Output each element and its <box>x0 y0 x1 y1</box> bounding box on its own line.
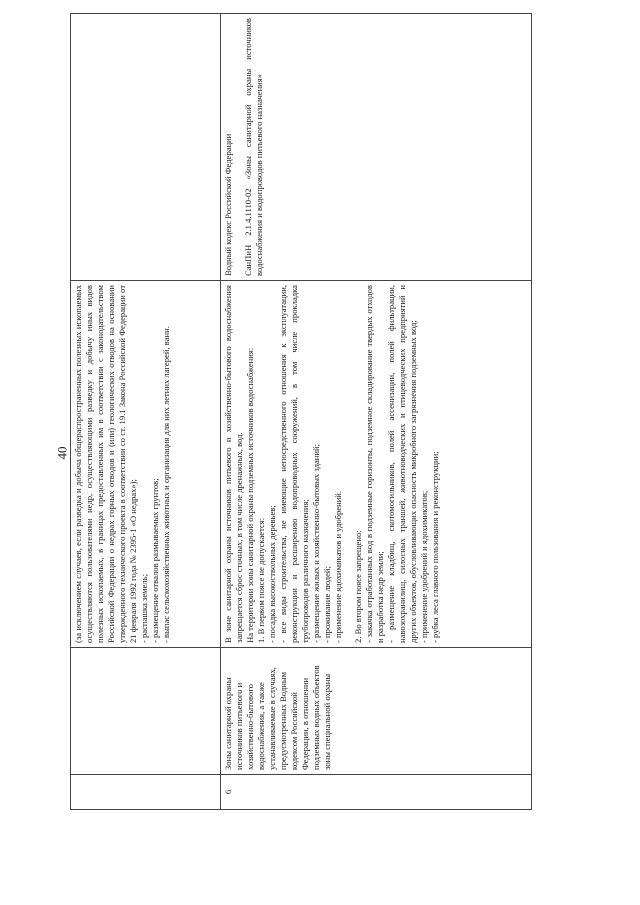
row-number: 6 <box>223 789 233 795</box>
restriction-text: (за исключением случаев, если разведка и добыча общераспространенных полезных ископаемых осуществляются пользователями недр, осуществляющими разведку и добычу иных видов полезных ископаемых, в границах предоставленных им в соответствии с законодательством Российской Федерации о недрах горных отводов и (или) геологических отводов на основании утвержденного технического проекта в соответствии со ст. 19.1 Закона Российской Федерации от 21 февраля 1992 года № 2395-1 «О недрах»); <box>73 285 138 643</box>
legal-basis-cell-empty <box>71 14 221 281</box>
belt1-title: 1. В первом поясе не допускается: <box>256 517 266 643</box>
belt1-item: - проживание людей; <box>322 566 332 643</box>
belt1-item: - посадка высокоствольных деревьев; <box>267 505 277 643</box>
belt2-item: - закачка отработанных вод в подземные горизонты, подземное складирование твердых отходов и разработка недр земли; <box>364 285 385 643</box>
restrictions-cell-continuation <box>71 281 221 648</box>
belt1-item: - все виды строительства, не имеющие непосредственного отношения к эксплуатации, реконструкции и расширению водопроводных сооружений, в том числе прокладка трубопроводов различного назначения; <box>278 285 310 643</box>
restriction-underground: На территории зоны санитарной охраны подземных источников водоснабжения: <box>245 347 255 643</box>
belt2-item: - размещение кладбищ, скотомогильников, полей ассенизации, полей фильтрации, навозохранилищ, силосных траншей, животноводческих и птицеводческих предприятий и других объектов, обусловливающих опасность микробного загрязнения подземных вод; <box>386 285 418 643</box>
belt2-item: - применение удобрений и ядохимикатов; <box>419 490 429 643</box>
restriction-text: - выпас сельскохозяйственных животных и организация для них летних лагерей, ванн. <box>161 326 171 643</box>
zone-title: Зоны санитарной охраны источников питьевого и хозяйственно-бытового водоснабжения, а также устанавливаемые в случаях, предусмотренных Водным кодексом Российской Федерации, в отношении подземных водных объектов зоны специальной охраны <box>223 665 332 770</box>
row-number-cell <box>221 775 532 810</box>
legal-basis-sanpin: СанПиН 2.1.4.1110-02 «Зоны санитарной охраны источников водоснабжения и водопроводов питьевого назначения» <box>243 18 264 276</box>
zones-table <box>70 13 532 810</box>
belt1-item: - применение ядохимикатов и удобрений. <box>333 490 343 643</box>
belt1-item: - размещение жилых и хозяйственно-бытовых зданий; <box>311 444 321 643</box>
page-number: 40 <box>54 446 69 459</box>
row-number-cell-empty <box>71 775 221 810</box>
table-row-6 <box>221 14 532 810</box>
zone-title-cell-empty <box>71 648 221 775</box>
table-row-continuation <box>71 14 221 810</box>
legal-basis-cell <box>221 14 532 281</box>
belt2-item: - рубка леса главного пользования и реконструкции; <box>430 451 440 643</box>
spacer <box>234 18 243 276</box>
rotated-table-sheet <box>70 18 532 810</box>
restriction-intro: В зоне санитарной охраны источников питьевого и хозяйственно-бытового водоснабжения запрещается сброс сточных, в том числе дренажных, вод. <box>223 285 244 643</box>
restriction-text: - размещение отвалов размываемых грунтов; <box>150 478 160 643</box>
spacer <box>344 285 353 643</box>
belt2-title: 2. Во втором поясе запрещено: <box>353 530 363 643</box>
zone-title-cell <box>221 648 532 775</box>
restriction-text: - распашка земель; <box>139 573 149 643</box>
legal-basis-water-code: Водный кодекс Российской Федерации <box>223 133 233 276</box>
restrictions-cell <box>221 281 532 648</box>
